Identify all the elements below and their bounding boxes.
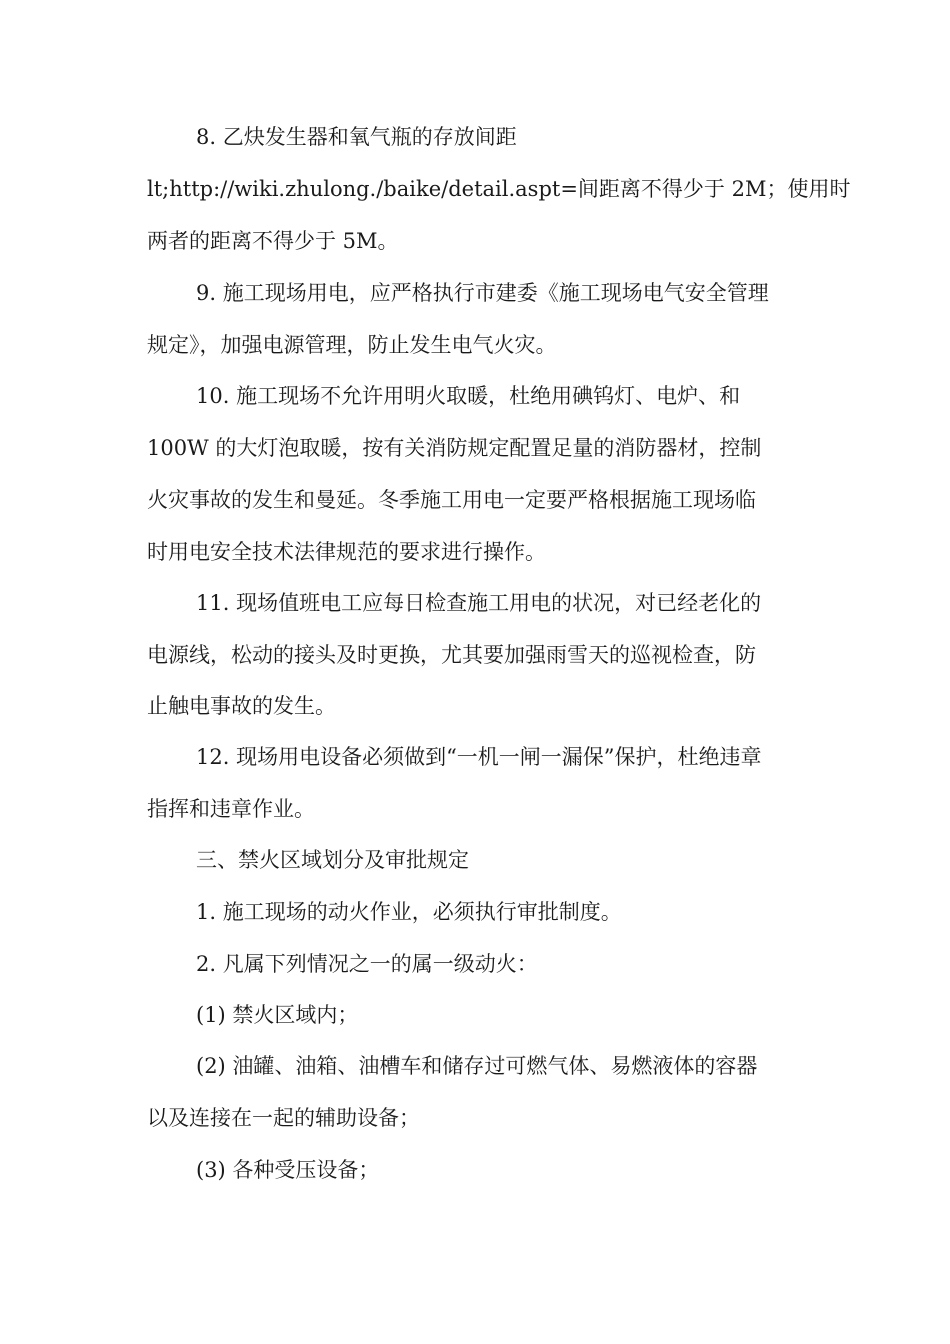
- sub-item-2-line-2: 以及连接在一起的辅助设备；: [147, 1106, 420, 1130]
- paragraph-8-line-3: 两者的距离不得少于 5M。: [147, 229, 399, 253]
- paragraph-11-line-2: 电源线，松动的接头及时更换，尤其要加强雨雪天的巡视检查，防: [147, 643, 756, 667]
- paragraph-10-line-2: 100W 的大灯泡取暖，按有关消防规定配置足量的消防器材，控制: [147, 436, 762, 460]
- sub-item-1: (1) 禁火区域内；: [196, 1003, 359, 1027]
- paragraph-9-line-1: 9. 施工现场用电，应严格执行市建委《施工现场电气安全管理: [196, 281, 769, 305]
- paragraph-10-line-3: 火灾事故的发生和曼延。冬季施工用电一定要严格根据施工现场临: [147, 488, 756, 512]
- item-2: 2. 凡属下列情况之一的属一级动火：: [196, 952, 538, 976]
- paragraph-12-line-1: 12. 现场用电设备必须做到“一机一闸一漏保”保护，杜绝违章: [196, 745, 762, 769]
- paragraph-8-line-2: lt;http://wiki.zhulong./baike/detail.aspt=间距离不得少于 2M；使用时: [147, 177, 851, 201]
- paragraph-11-line-3: 止触电事故的发生。: [147, 694, 336, 718]
- paragraph-11-line-1: 11. 现场值班电工应每日检查施工用电的状况，对已经老化的: [196, 591, 762, 615]
- item-1: 1. 施工现场的动火作业，必须执行审批制度。: [196, 900, 622, 924]
- sub-item-2-line-1: (2) 油罐、油箱、油槽车和储存过可燃气体、易燃液体的容器: [196, 1054, 758, 1078]
- paragraph-12-line-2: 指挥和违章作业。: [147, 797, 315, 821]
- paragraph-10-line-4: 时用电安全技术法律规范的要求进行操作。: [147, 540, 546, 564]
- paragraph-10-line-1: 10. 施工现场不允许用明火取暖，杜绝用碘钨灯、电炉、和: [196, 384, 741, 408]
- section-heading-3: 三、禁火区域划分及审批规定: [196, 848, 469, 872]
- paragraph-8-line-1: 8. 乙炔发生器和氧气瓶的存放间距: [196, 125, 517, 149]
- sub-item-3: (3) 各种受压设备；: [196, 1158, 380, 1182]
- paragraph-9-line-2: 规定》，加强电源管理，防止发生电气火灾。: [147, 333, 557, 357]
